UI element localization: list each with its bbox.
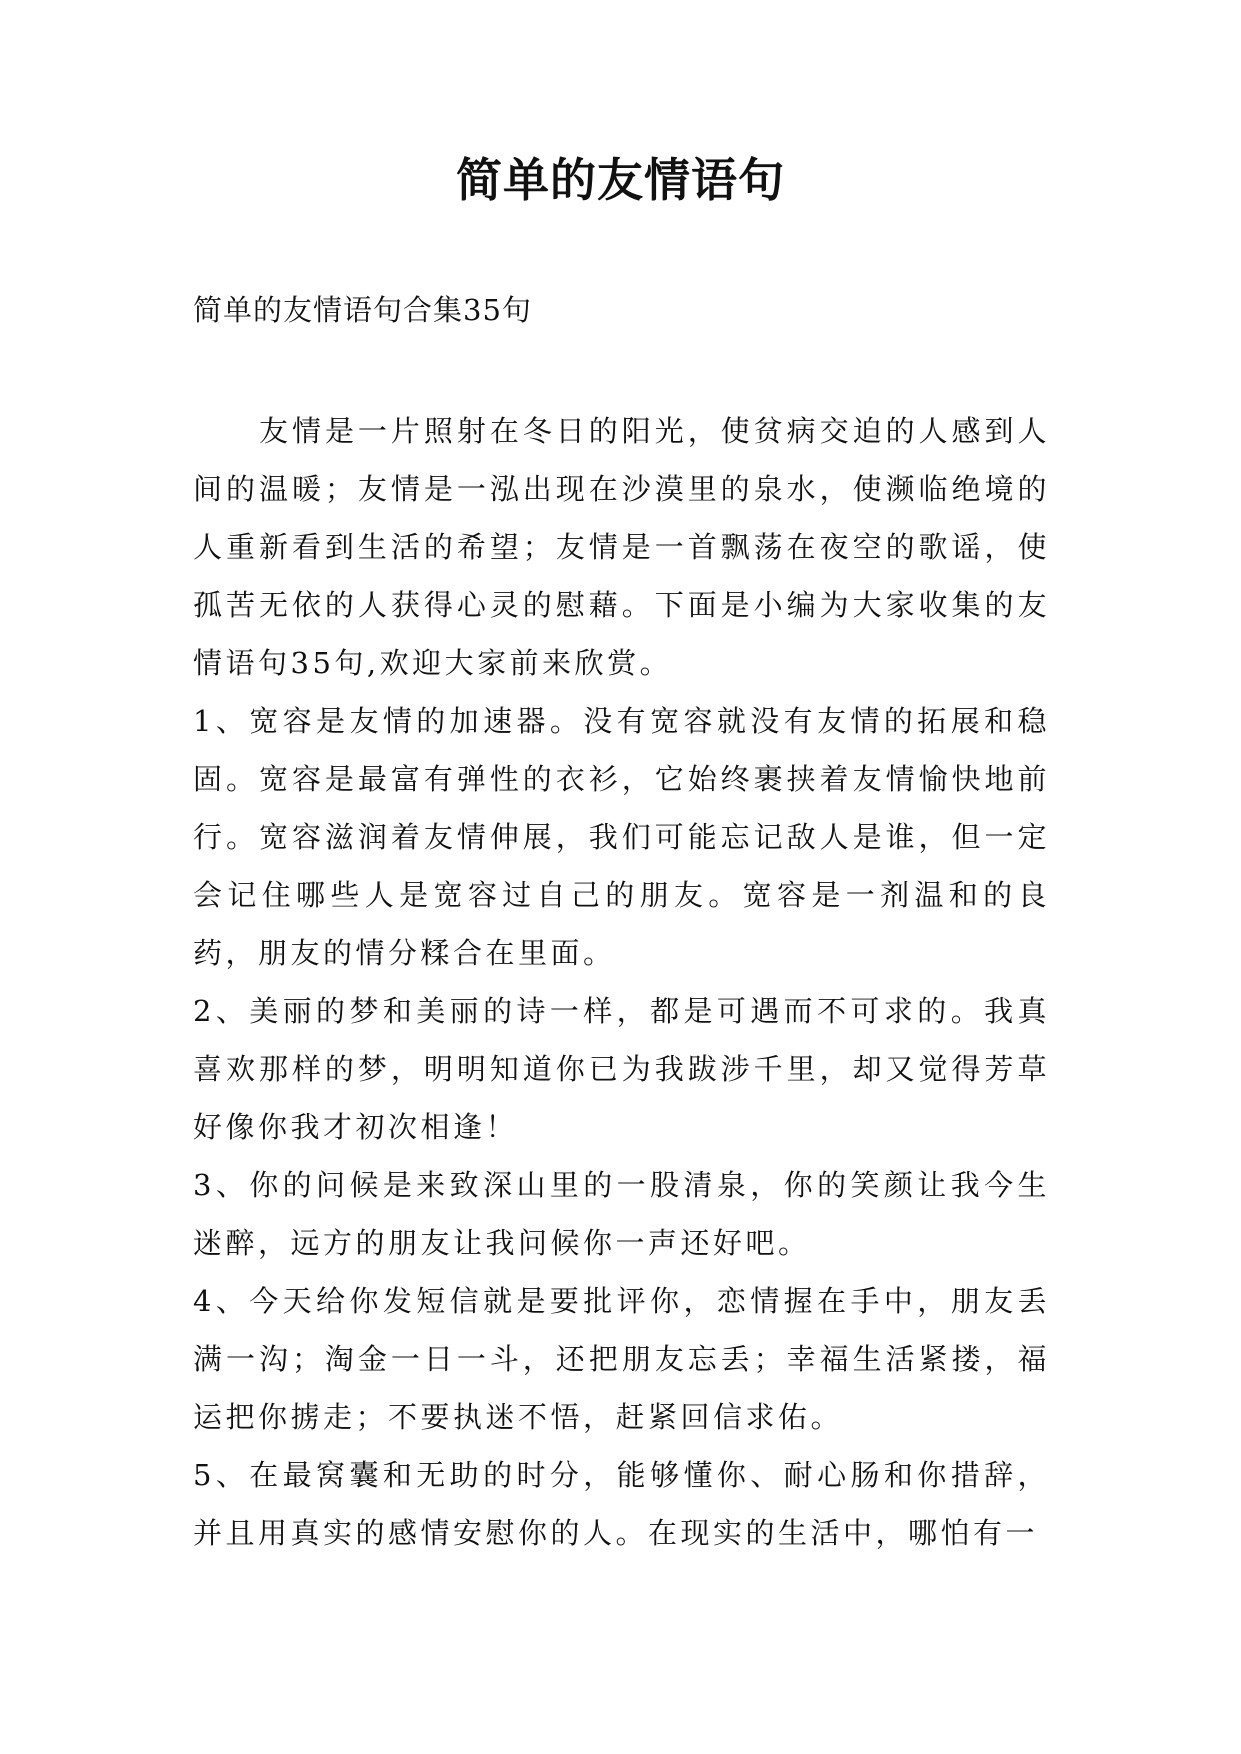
list-item-4: 4、今天给你发短信就是要批评你，恋情握在手中，朋友丢满一沟；淘金一日一斗，还把朋友忘丢；幸福生活紧搂，福运把你掳走；不要执迷不悟，赶紧回信求佑。 (193, 1284, 1050, 1434)
intro-paragraph: 友情是一片照射在冬日的阳光，使贫病交迫的人感到人间的温暖；友情是一泓出现在沙漠里的泉水，使濒临绝境的人重新看到生活的希望；友情是一首飘荡在夜空的歌谣，使孤苦无依的人获得心灵的慰藉。下面是小编为大家收集的友情语句35句,欢迎大家前来欣赏。 (193, 414, 1050, 680)
list-item-3: 3、你的问候是来致深山里的一股清泉，你的笑颜让我今生迷醉，远方的朋友让我问候你一声还好吧。 (193, 1168, 1050, 1260)
list-item-2: 2、美丽的梦和美丽的诗一样，都是可遇而不可求的。我真喜欢那样的梦，明明知道你已为我跋涉千里，却又觉得芳草好像你我才初次相逢！ (193, 994, 1050, 1144)
list-item-5: 5、在最窝囊和无助的时分，能够懂你、耐心肠和你措辞，并且用真实的感情安慰你的人。在现实的生活中，哪怕有一 (193, 1458, 1050, 1550)
document-title: 简单的友情语句 (456, 153, 785, 207)
document-subtitle: 简单的友情语句合集35句 (193, 293, 532, 327)
list-item-1: 1、宽容是友情的加速器。没有宽容就没有友情的拓展和稳固。宽容是最富有弹性的衣衫，它始终裹挟着友情愉快地前行。宽容滋润着友情伸展，我们可能忘记敌人是谁，但一定会记住哪些人是宽容过自己的朋友。宽容是一剂温和的良药，朋友的情分糅合在里面。 (193, 704, 1050, 970)
document-body (193, 402, 1050, 1562)
